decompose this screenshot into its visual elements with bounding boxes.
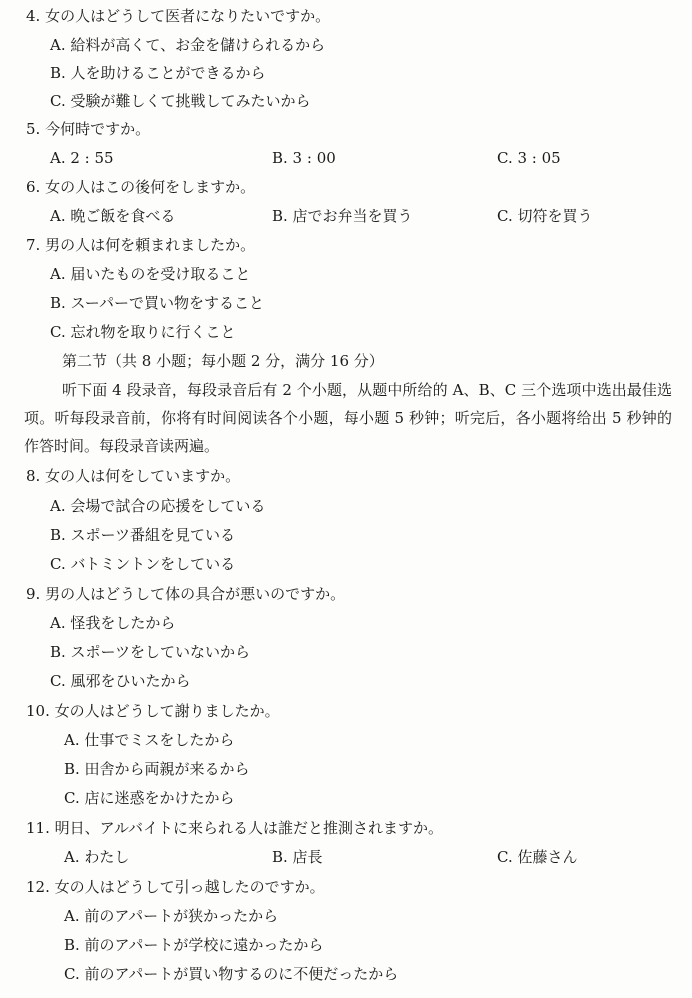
question-8-option-c: C. バトミントンをしている <box>50 555 236 573</box>
question-8-option-a: A. 会場で試合の応援をしている <box>50 497 266 515</box>
question-12-option-c: C. 前のアパートが買い物するのに不便だったから <box>64 965 399 983</box>
question-11: 11. 明日、アルバイトに来られる人は誰だと推測されますか。 <box>26 819 443 837</box>
question-6: 6. 女の人はこの後何をしますか。 <box>26 178 256 196</box>
question-4: 4. 女の人はどうして医者になりたいですか。 <box>26 7 331 25</box>
question-10-option-a: A. 仕事でミスをしたから <box>64 731 235 749</box>
question-11-option-a: A. わたし <box>64 848 130 866</box>
question-8: 8. 女の人は何をしていますか。 <box>26 467 241 485</box>
question-6-option-c: C. 切符を買う <box>497 207 593 225</box>
question-10-option-c: C. 店に迷惑をかけたから <box>64 789 235 807</box>
question-7-option-c: C. 忘れ物を取りに行くこと <box>50 323 236 341</box>
question-5-option-b: B. 3 : 00 <box>272 149 336 167</box>
question-12-option-a: A. 前のアパートが狭かったから <box>64 907 279 925</box>
question-5-option-c: C. 3 : 05 <box>497 149 561 167</box>
question-4-option-c: C. 受験が難しくて挑戦してみたいから <box>50 92 311 110</box>
question-4-option-a: A. 給料が高くて、お金を儲けられるから <box>50 36 326 54</box>
question-9: 9. 男の人はどうして体の具合が悪いのですか。 <box>26 585 346 603</box>
section-instructions: 听下面 4 段录音，每段录音后有 2 个小题，从题中所给的 A、B、C 三个选项中选出最佳选项。听每段录音前，你将有时间阅读各个小题，每小题 5 秒钟；听完后，各小题将给出 5 秒钟的作答时间。每段录音读两遍。 <box>24 381 672 455</box>
question-7-option-a: A. 届いたものを受け取ること <box>50 265 251 283</box>
question-7: 7. 男の人は何を頼まれましたか。 <box>26 236 256 254</box>
question-6-option-b: B. 店でお弁当を買う <box>272 207 413 225</box>
section-heading: 第二节（共 8 小题；每小题 2 分，满分 16 分） <box>62 352 384 370</box>
question-10: 10. 女の人はどうして謝りましたか。 <box>26 702 280 720</box>
question-12: 12. 女の人はどうして引っ越したのですか。 <box>26 878 325 896</box>
question-11-option-c: C. 佐藤さん <box>497 848 578 866</box>
question-9-option-b: B. スポーツをしていないから <box>50 643 250 661</box>
question-6-option-a: A. 晩ご飯を食べる <box>50 207 176 225</box>
question-4-option-b: B. 人を助けることができるから <box>50 64 266 82</box>
question-8-option-b: B. スポーツ番組を見ている <box>50 526 235 544</box>
question-9-option-a: A. 怪我をしたから <box>50 614 176 632</box>
question-12-option-b: B. 前のアパートが学校に遠かったから <box>64 936 324 954</box>
question-7-option-b: B. スーパーで買い物をすること <box>50 294 265 312</box>
question-11-option-b: B. 店長 <box>272 848 323 866</box>
question-10-option-b: B. 田舎から両親が来るから <box>64 760 250 778</box>
question-9-option-c: C. 風邪をひいたから <box>50 672 191 690</box>
question-5: 5. 今何時ですか。 <box>26 120 151 138</box>
question-5-option-a: A. 2 : 55 <box>50 149 114 167</box>
